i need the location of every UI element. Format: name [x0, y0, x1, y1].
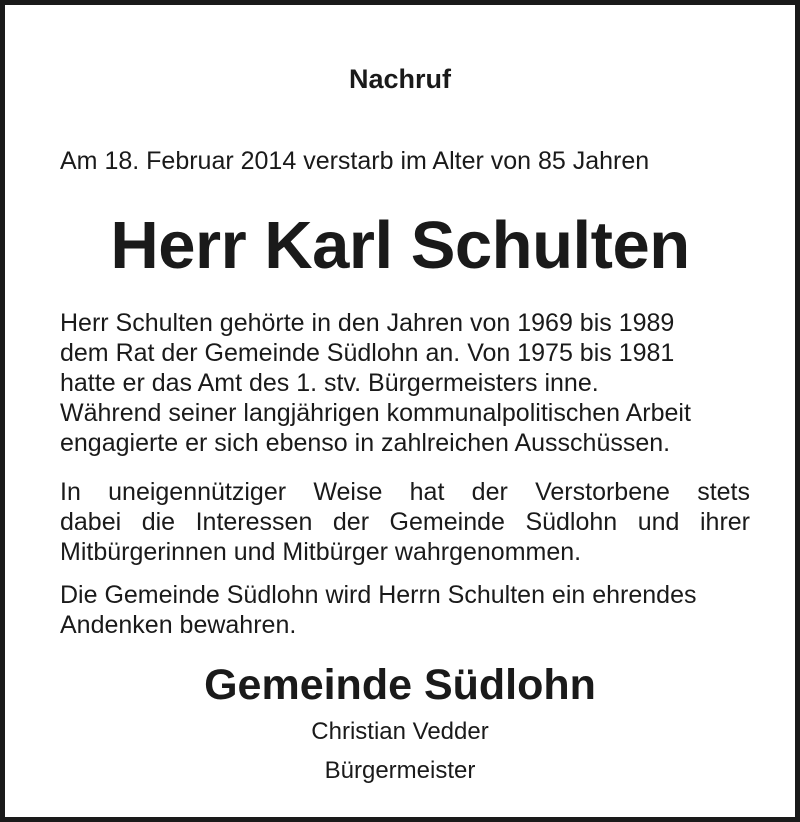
paragraph-line: Mitbürgerinnen und Mitbürger wahrgenommen. — [60, 538, 582, 566]
signature-title: Bürgermeister — [324, 757, 476, 784]
signature-organization: Gemeinde Südlohn — [204, 661, 596, 709]
deceased-name: Herr Karl Schulten — [110, 208, 690, 283]
paragraph-line: hatte er das Amt des 1. stv. Bürgermeisters inne. — [60, 369, 599, 397]
signature-person: Christian Vedder — [311, 718, 489, 745]
paragraph-line: Während seiner langjährigen kommunalpolitischen Arbeit — [60, 399, 691, 427]
paragraph-line: dem Rat der Gemeinde Südlohn an. Von 1975 bis 1981 — [60, 339, 675, 367]
paragraph-line: engagierte er sich ebenso in zahlreichen Ausschüssen. — [60, 429, 671, 457]
paragraph-line: Die Gemeinde Südlohn wird Herrn Schulten ein ehrendes — [60, 581, 697, 609]
notice-heading: Nachruf — [348, 64, 451, 94]
biography-paragraph — [60, 308, 750, 458]
paragraph-line: Herr Schulten gehörte in den Jahren von 1969 bis 1989 — [60, 309, 675, 337]
closing-paragraph — [60, 580, 750, 640]
tribute-paragraph — [60, 477, 750, 567]
paragraph-line: Andenken bewahren. — [60, 611, 297, 639]
paragraph-line: In uneigennütziger Weise hat der Verstorbene stets — [60, 478, 750, 506]
paragraph-line: dabei die Interessen der Gemeinde Südlohn und ihrer — [60, 508, 750, 536]
death-announcement: Am 18. Februar 2014 verstarb im Alter von 85 Jahren — [60, 147, 650, 175]
